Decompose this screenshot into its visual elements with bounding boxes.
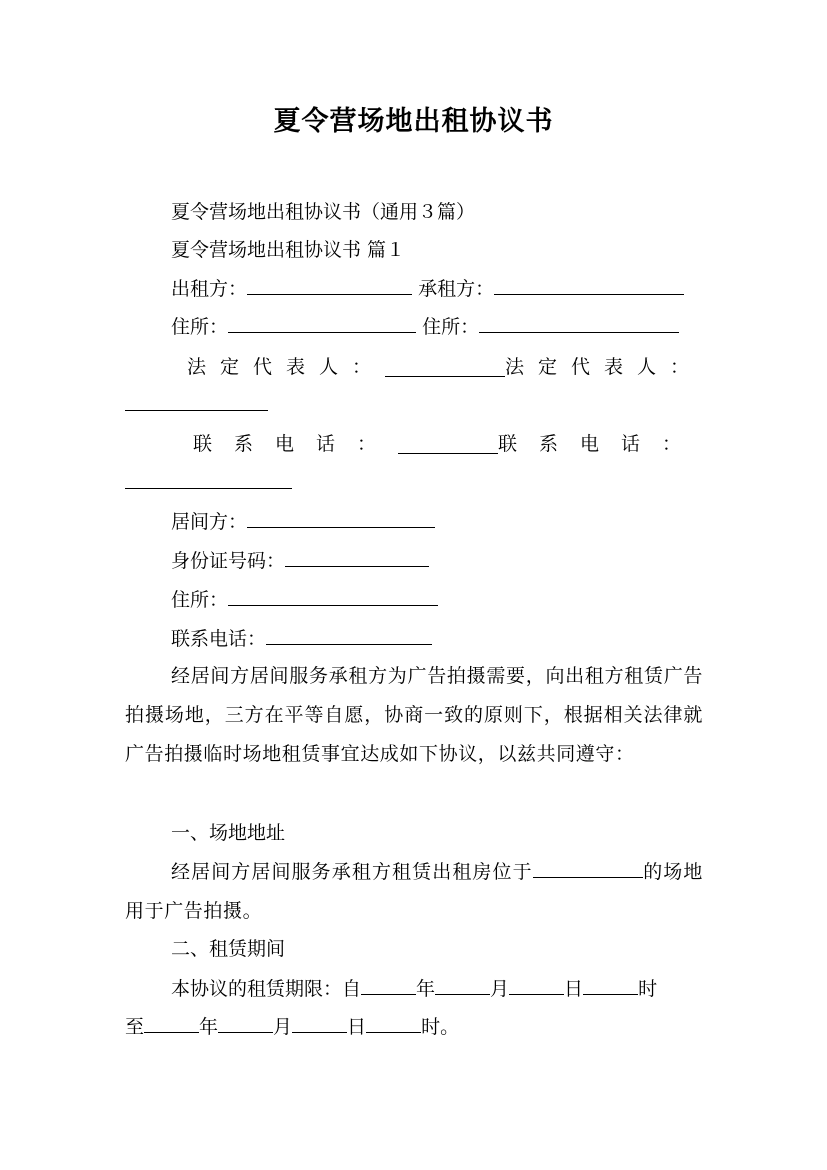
end-hour-label: 时。 <box>421 1016 460 1038</box>
end-day-blank <box>292 1012 347 1033</box>
id-number-blank <box>285 546 429 567</box>
broker-blank <box>247 507 435 528</box>
legal-rep-label-1: 法定代表人： <box>187 356 386 378</box>
end-year-blank <box>144 1012 199 1033</box>
section-1-text-b: 的场地用于广告拍摄。 <box>125 861 703 922</box>
document-title: 夏令营场地出租协议书 <box>273 106 554 137</box>
legal-rep-continuation <box>125 386 703 424</box>
section-1-paragraph <box>125 853 703 931</box>
term-row-1 <box>125 970 749 1008</box>
end-hour-blank <box>366 1012 421 1033</box>
lessee-address-blank <box>479 312 679 333</box>
start-day-label: 日 <box>564 978 584 1000</box>
lessor-address-label: 住所： <box>171 316 229 338</box>
phone-blank-1 <box>398 433 498 454</box>
id-number-label: 身份证号码： <box>171 550 286 572</box>
phone-continuation <box>125 464 703 502</box>
broker-phone-label: 联系电话： <box>171 628 267 650</box>
term-from-label: 本协议的租赁期限：自 <box>171 978 362 1000</box>
start-month-label: 月 <box>490 978 510 1000</box>
term-to-label: 至 <box>125 1016 145 1038</box>
broker-address-blank <box>228 585 438 606</box>
broker-row <box>125 503 749 541</box>
location-blank <box>533 857 643 878</box>
address-row <box>125 308 749 346</box>
intro-paragraph: 经居间方居间服务承租方为广告拍摄需要，向出租方租赁广告拍摄场地，三方在平等自愿，协商一致的原则下，根据相关法律就广告拍摄临时场地租赁事宜达成如下协议，以兹共同遵守： <box>125 665 703 765</box>
section-1-title: 一、场地地址 <box>171 822 286 844</box>
broker-phone-blank <box>266 624 432 645</box>
id-number-row <box>125 542 749 580</box>
phone-label-1: 联系电话： <box>193 433 399 455</box>
phone-row <box>125 425 703 463</box>
legal-rep-row <box>125 348 703 386</box>
broker-phone-row <box>125 620 749 658</box>
broker-label: 居间方： <box>171 511 248 533</box>
start-year-label: 年 <box>416 978 436 1000</box>
subtitle: 夏令营场地出租协议书（通用３篇） <box>171 201 476 223</box>
start-day-blank <box>509 974 564 995</box>
end-month-blank <box>218 1012 273 1033</box>
lessor-label: 出租方： <box>171 278 248 300</box>
lessee-label: 承租方： <box>418 278 495 300</box>
lessor-lessee-row <box>125 270 749 308</box>
start-month-blank <box>435 974 490 995</box>
lessee-blank <box>494 274 684 295</box>
broker-address-label: 住所： <box>171 589 229 611</box>
phone-label-2: 联系电话： <box>497 433 703 455</box>
end-month-label: 月 <box>273 1016 293 1038</box>
legal-rep-blank-2 <box>125 390 268 411</box>
start-year-blank <box>361 974 416 995</box>
legal-rep-label-2: 法定代表人： <box>504 356 703 378</box>
legal-rep-blank-1 <box>385 356 505 377</box>
section-heading: 夏令营场地出租协议书 篇１ <box>171 239 406 261</box>
phone-blank-2 <box>125 468 292 489</box>
broker-address-row <box>125 581 749 619</box>
section-1-text-a: 经居间方居间服务承租方租赁出租房位于 <box>171 861 533 883</box>
start-hour-blank <box>583 974 638 995</box>
section-2-title: 二、租赁期间 <box>171 938 286 960</box>
term-row-2 <box>125 1008 703 1046</box>
end-day-label: 日 <box>347 1016 367 1038</box>
lessor-blank <box>247 274 412 295</box>
lessee-address-label: 住所： <box>422 316 480 338</box>
end-year-label: 年 <box>199 1016 219 1038</box>
start-hour-label: 时 <box>638 978 658 1000</box>
lessor-address-blank <box>228 312 416 333</box>
